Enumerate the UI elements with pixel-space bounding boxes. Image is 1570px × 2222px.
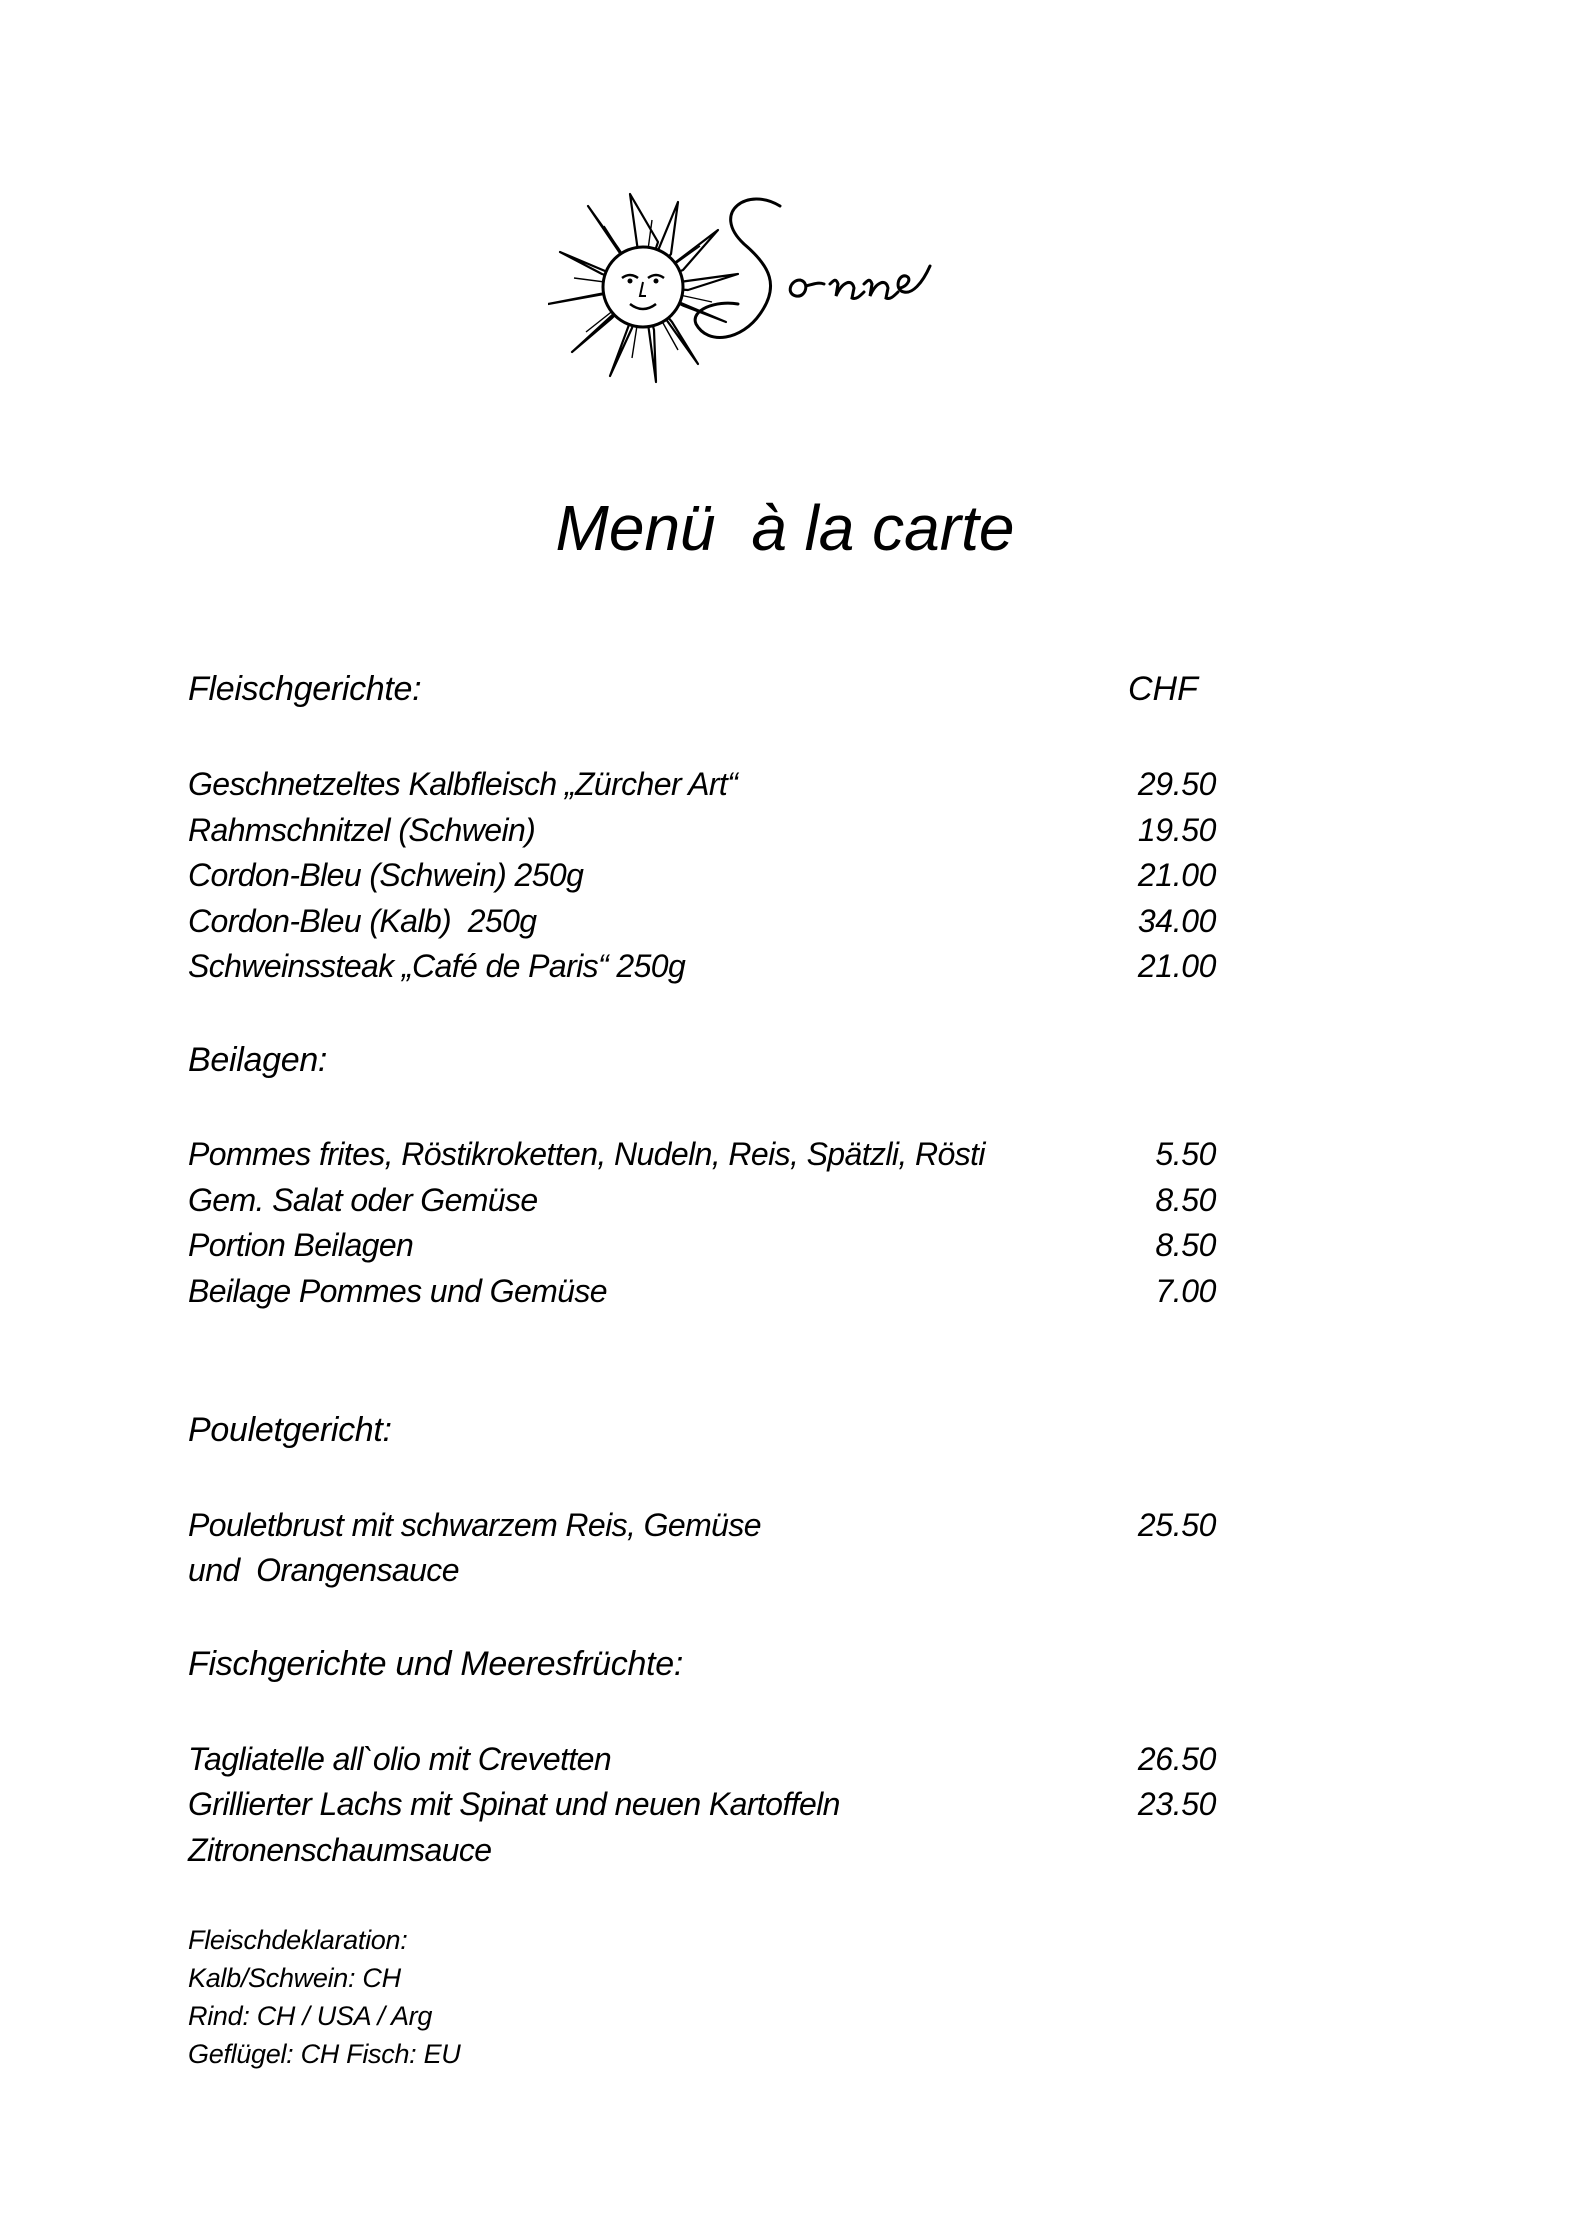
sonne-logo: [548, 182, 1068, 392]
page-title: Menü à la carte: [555, 492, 1015, 564]
menu-item-price: 5.50: [1155, 1136, 1216, 1172]
menu-item-price: 29.50: [1137, 766, 1216, 802]
menu-item-price: 8.50: [1155, 1227, 1216, 1263]
menu-item-name: Cordon-Bleu (Kalb) 250g: [188, 903, 537, 939]
menu-item-name: Grillierter Lachs mit Spinat und neuen Kartoffeln: [188, 1786, 840, 1822]
menu-item-name: Geschnetzeltes Kalbfleisch „Zürcher Art“: [188, 766, 738, 802]
menu-item-price: 19.50: [1137, 812, 1216, 848]
menu-item-name-line2: und Orangensauce: [188, 1552, 459, 1588]
menu-item-price: 7.00: [1155, 1273, 1216, 1309]
menu-item-price: 23.50: [1137, 1786, 1216, 1822]
section-heading-fischgerichte: Fischgerichte und Meeresfrüchte:: [188, 1645, 683, 1683]
declaration-heading: Fleischdeklaration:: [188, 1925, 408, 1955]
menu-item-name: Pommes frites, Röstikroketten, Nudeln, Reis, Spätzli, Rösti: [188, 1136, 985, 1172]
menu-item-price: 25.50: [1137, 1507, 1216, 1543]
menu-item-name: Rahmschnitzel (Schwein): [188, 812, 536, 848]
menu-item-name: Beilage Pommes und Gemüse: [188, 1273, 608, 1309]
menu-item-price: 34.00: [1137, 903, 1216, 939]
section-heading-beilagen: Beilagen:: [188, 1041, 328, 1079]
menu-item-price: 21.00: [1137, 857, 1216, 893]
menu-item-name: Cordon-Bleu (Schwein) 250g: [188, 857, 584, 893]
declaration-line: Rind: CH / USA / Arg: [188, 2001, 433, 2031]
menu-item-price: 26.50: [1137, 1741, 1216, 1777]
menu-item-price: 8.50: [1155, 1182, 1216, 1218]
section-heading-pouletgericht: Pouletgericht:: [188, 1411, 392, 1449]
menu-item-name: Tagliatelle all`olio mit Crevetten: [188, 1741, 612, 1777]
menu-item-name: Pouletbrust mit schwarzem Reis, Gemüse: [188, 1507, 761, 1543]
menu-item-name: Schweinssteak „Café de Paris“ 250g: [188, 948, 686, 984]
sun-face-icon: [548, 182, 1068, 392]
section-heading-fleischgerichte: Fleischgerichte:: [188, 670, 422, 708]
menu-item-name: Portion Beilagen: [188, 1227, 414, 1263]
currency-label: CHF: [1128, 670, 1198, 708]
menu-item-price: 21.00: [1137, 948, 1216, 984]
menu-item-name: Gem. Salat oder Gemüse: [188, 1182, 538, 1218]
menu-item-name-line2: Zitronenschaumsauce: [188, 1832, 492, 1868]
declaration-line: Geflügel: CH Fisch: EU: [188, 2039, 461, 2069]
declaration-line: Kalb/Schwein: CH: [188, 1963, 401, 1993]
